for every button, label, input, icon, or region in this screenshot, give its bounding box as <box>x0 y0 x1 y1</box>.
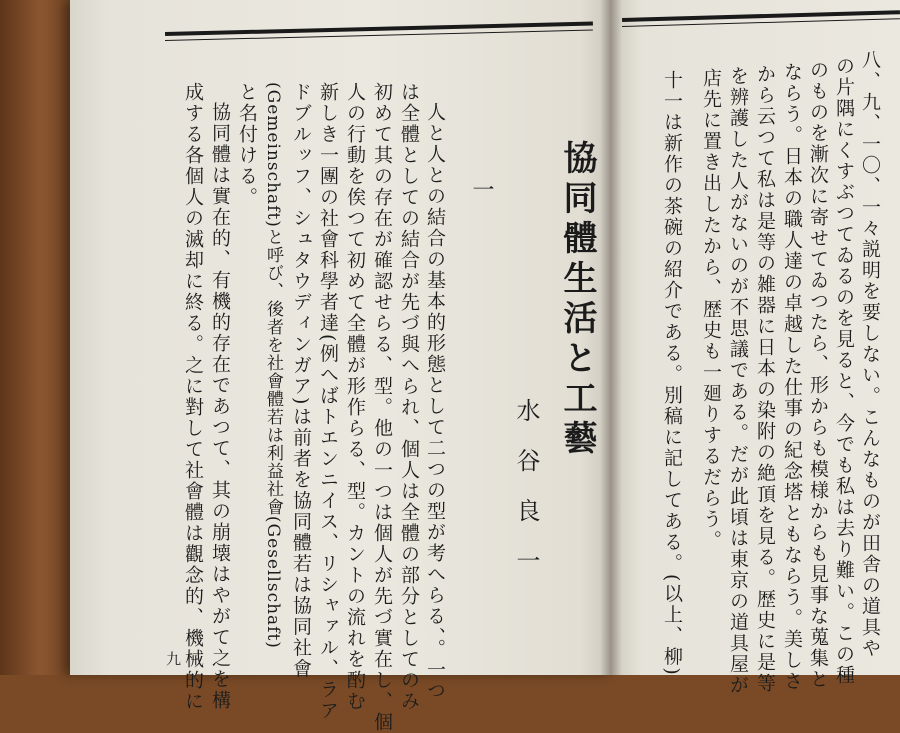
right-page-line-2: の片隅にくすぶつてゐるのを見ると、今でも私は去り難い。この種 <box>833 56 855 686</box>
right-page-line-6: を辨護した人がないのが不思議である。だが此頃は東京の道具屋が <box>727 66 749 696</box>
right-page-line-5: から云つて私は是等の雑器に日本の染附の絶頂を見る。歴史に是等 <box>754 64 776 694</box>
left-page-line-7: (Gemeinschaft)と呼び、後者を社會體若は利益社會(Gesellschaft) <box>263 82 283 649</box>
left-page-line-4: 人の行動を俟つて初めて全體が形作らる、型。カントの流れを酌む <box>344 82 366 712</box>
right-page-line-3: のものを漸次に寄せてゐつたら、形からも模様からも見事な蒐集と <box>807 60 829 690</box>
section-number: 一 <box>469 178 494 202</box>
left-page-line-6: ドブルッフ、シュタウディンガア)は前者を協同體若は協同社會 <box>290 82 312 680</box>
right-page-line-1: 八、九、一〇、一々説明を要しない。こんなものが田舎の道具や <box>859 50 881 659</box>
left-page-line-5: 新しき一團の社會科學者達(例へばトエンニイス、リシャァル、ラア <box>317 82 339 722</box>
right-page-line-8: 十一は新作の茶碗の紹介である。別稿に記してある。(以上、柳) <box>661 70 683 677</box>
book-gutter-shadow <box>600 0 622 675</box>
left-page-line-8: と名付ける。 <box>236 82 258 208</box>
article-author: 水谷良一 <box>512 398 540 598</box>
article-title: 協同體生活と工藝 <box>557 140 597 460</box>
right-page-line-4: ならう。日本の職人達の卓越した仕事の紀念塔ともならう。美しさ <box>781 62 803 692</box>
left-page-line-3: 初めて其の存在が確認せらる、型。他の一つは個人が先づ實在し、個 <box>371 82 393 733</box>
left-page-line-10: 成する各個人の滅却に終る。之に對して社會體は觀念的、機械的に <box>182 82 204 712</box>
left-page-line-9: 協同體は實在的、有機的存在であつて、其の崩壊はやがて之を構 <box>209 102 231 711</box>
left-page-line-1: 人と人との結合の基本的形態として二つの型が考へらる、。一つ <box>424 102 446 702</box>
page-number: 九 <box>166 650 182 668</box>
right-page-line-7: 店先に置き出したから、歴史も一廻りするだらう。 <box>700 68 722 551</box>
left-page-line-2: は全體としての結合が先づ與へられ、個人は全體の部分としてのみ <box>398 82 420 712</box>
